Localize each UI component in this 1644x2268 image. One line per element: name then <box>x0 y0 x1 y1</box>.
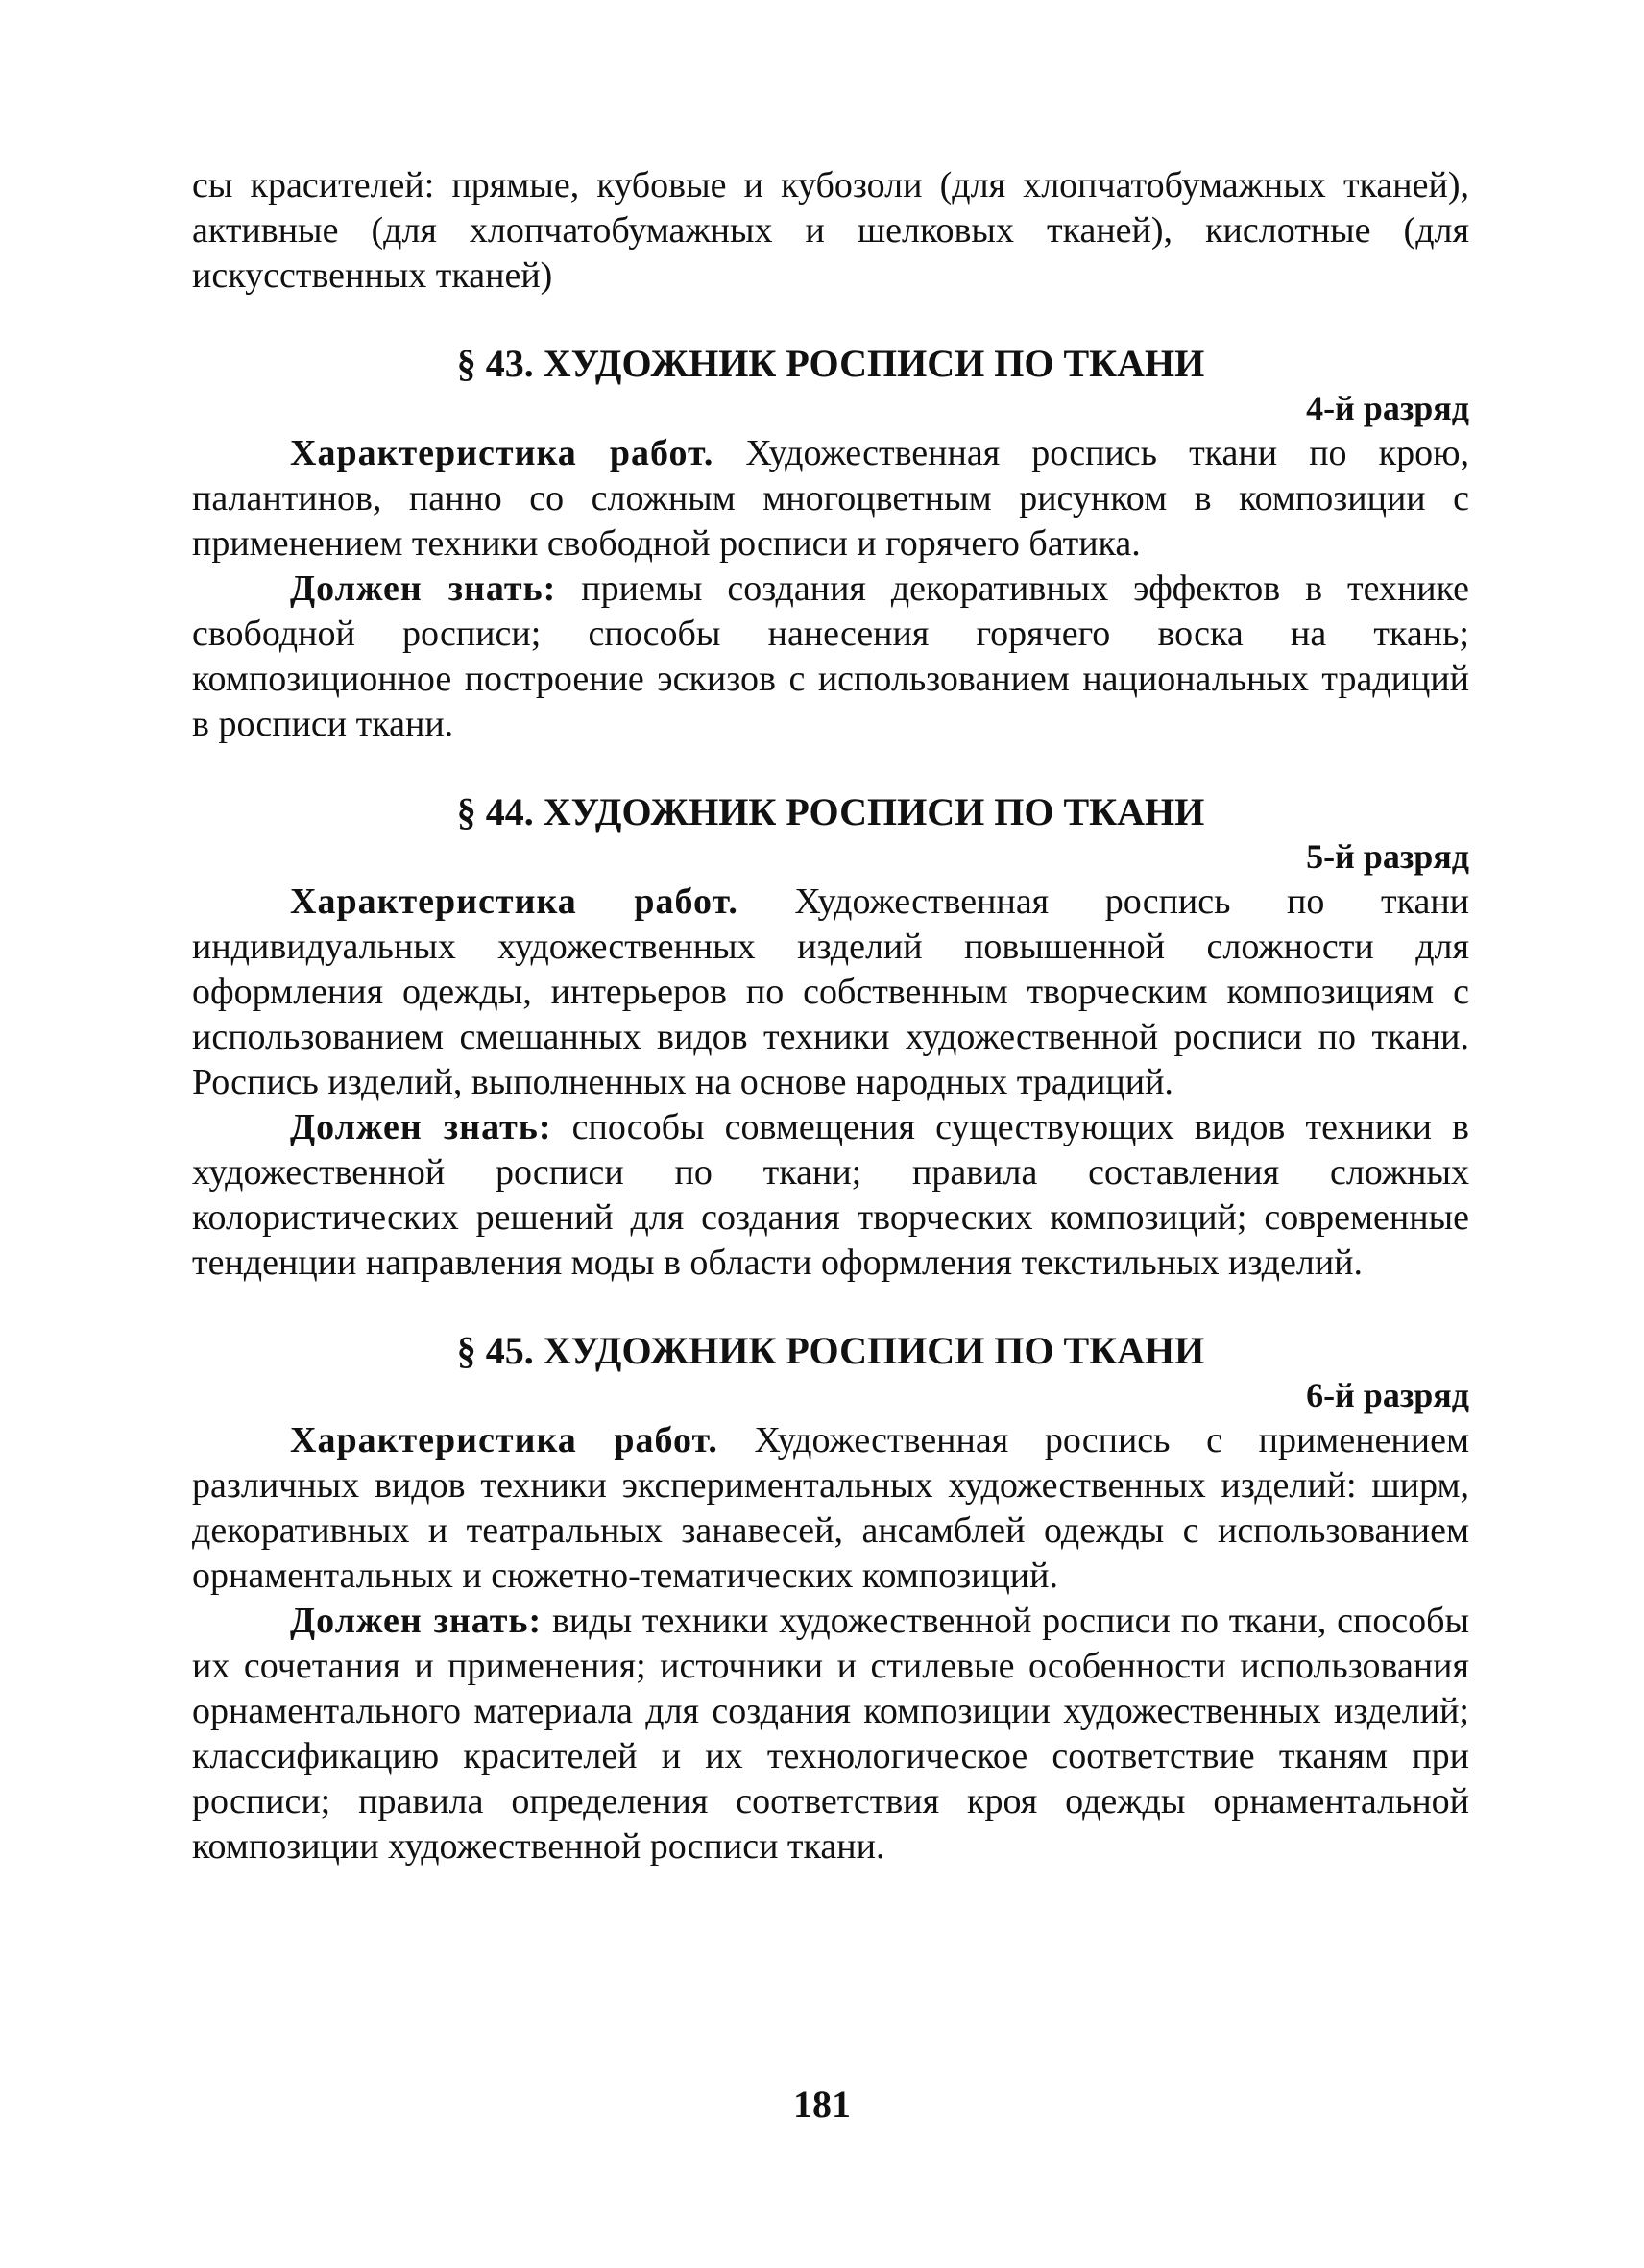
section-43 <box>192 341 1469 747</box>
work-characteristics-paragraph <box>192 431 1469 567</box>
section-title: § 45. ХУДОЖНИК РОСПИСИ ПО ТКАНИ <box>456 1329 1205 1372</box>
must-know-term: Должен знать: <box>290 1601 543 1641</box>
grade-label: 6-й разряд <box>1306 1376 1469 1414</box>
work-characteristics-paragraph <box>192 880 1469 1105</box>
work-characteristics-paragraph <box>192 1418 1469 1599</box>
must-know-term: Должен знать: <box>290 1107 552 1147</box>
must-know-text: приемы создания декоративных эффектов в технике свободной росписи; способы нанесения горячего воска на ткань; композиционное построение эскизов с использованием национальных традиций в росписи ткани. <box>192 568 1469 744</box>
must-know-text: способы совмещения существующих видов техники в художественной росписи по ткани; правила составления сложных колористических решений для создания творческих композиций; современные тенденции направления моды в области оформления текстильных изделий. <box>192 1107 1470 1283</box>
must-know-paragraph <box>192 1105 1469 1286</box>
grade-label: 4-й разряд <box>1306 389 1469 427</box>
must-know-term: Должен знать: <box>290 568 557 609</box>
work-characteristics-text: Художественная роспись по ткани индивидуальных художественных изделий повышенной сложности для оформления одежды, интерьеров по собственным творческим композициям с использованием смешанных видов техники художественной росписи по ткани. Роспись изделий, выполненных на основе народных традиций. <box>192 881 1470 1102</box>
section-title: § 43. ХУДОЖНИК РОСПИСИ ПО ТКАНИ <box>456 342 1205 385</box>
intro-paragraph: сы красителей: прямые, кубовые и кубозоли (для хлопчатобумажных тканей), активные (для хлопчатобумажных и шелковых тканей), кислотные (для искусственных тканей) <box>192 165 1469 296</box>
work-characteristics-term: Характеристика работ. <box>290 1420 718 1460</box>
must-know-paragraph <box>192 567 1469 747</box>
section-title: § 44. ХУДОЖНИК РОСПИСИ ПО ТКАНИ <box>456 790 1205 833</box>
work-characteristics-text: Художественная роспись с применением различных видов техники экспериментальных художественных изделий: ширм, декоративных и театральных занавесей, ансамблей одежды с использованием орнаментальных и сюжетно-тематических композиций. <box>192 1420 1469 1596</box>
page-number: 181 <box>793 2083 851 2126</box>
grade-label: 5-й разряд <box>1306 837 1469 876</box>
work-characteristics-term: Характеристика работ. <box>290 881 738 922</box>
section-45 <box>192 1328 1469 1870</box>
work-characteristics-text: Художественная роспись ткани по крою, палантинов, панно со сложным многоцветным рисунком в композиции с применением техники свободной росписи и горячего батика. <box>192 433 1469 564</box>
work-characteristics-term: Характеристика работ. <box>290 433 714 473</box>
must-know-paragraph <box>192 1599 1469 1870</box>
must-know-text: виды техники художественной росписи по ткани, способы их сочетания и применения; источники и стилевые особенности использования орнаментального материала для создания композиции художественных изделий; классификацию красителей и их технологическое соответствие тканям при росписи; правила определения соответствия кроя одежды орнаментальной композиции художественной росписи ткани. <box>192 1601 1470 1867</box>
document-page <box>192 163 1469 1870</box>
section-44 <box>192 789 1469 1286</box>
